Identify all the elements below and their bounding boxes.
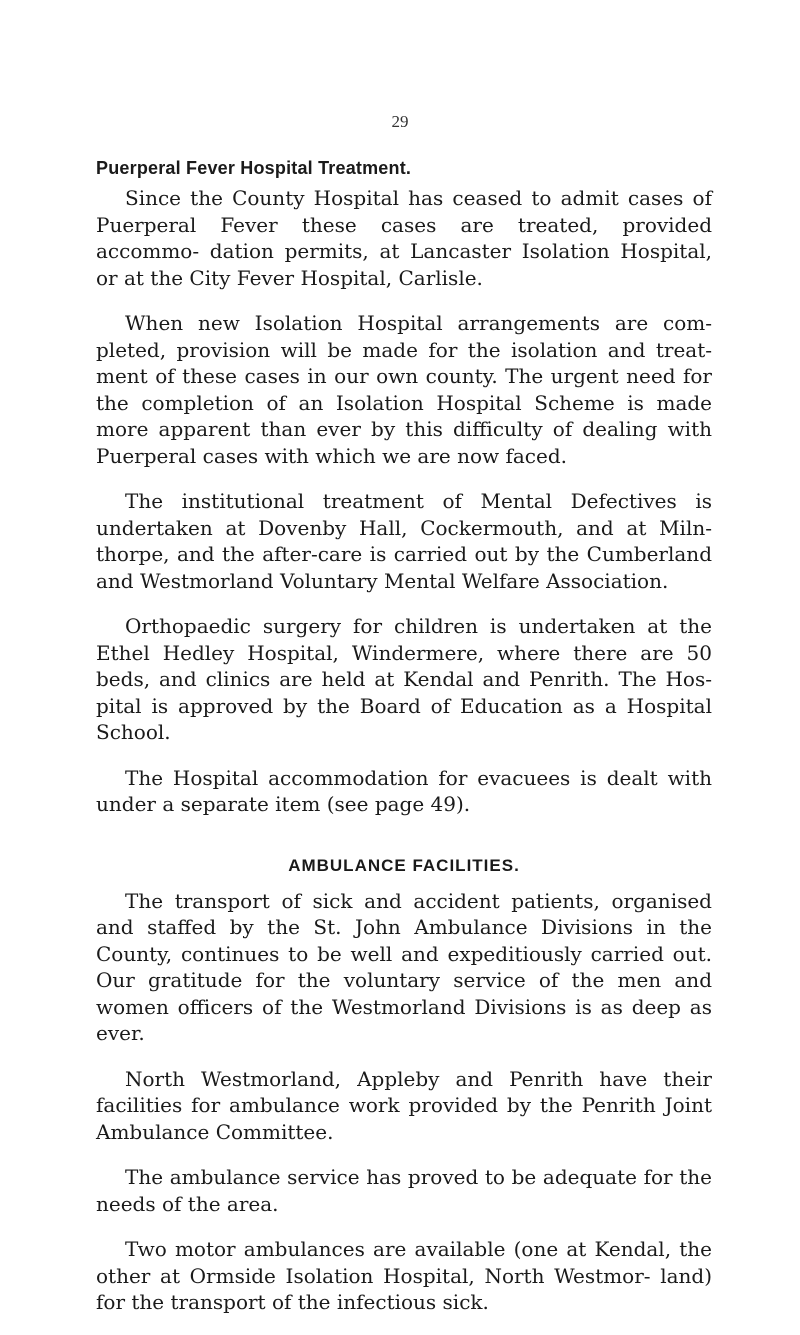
paragraph: Since the County Hospital has ceased to admit cases of Puerperal Fever these cases are treated, provided accommo- dation permits, at Lancaster Isolation Hospital, or at the City Fever Hospital, Carlisle. [96,186,712,290]
paragraph: The Hospital accommodation for evacuees is dealt with under a separate item (see page 49). [96,765,712,816]
paragraph: Two motor ambulances are available (one at Kendal, the other at Ormside Isolation Hospital, North Westmor- land) for the transport of the infectious sick. [96,1237,712,1314]
paragraph: The transport of sick and accident patients, organised and staffed by the St. John Ambulance Divisions in the County, continues to be well and expeditiously carried out. Our gratitude for the voluntary service of the men and women officers of the Westmorland Divisions is as deep as ever. [96,888,712,1045]
section-heading-ambulance-facilities: AMBULANCE FACILITIES. [288,855,520,875]
paragraph: The institutional treatment of Mental Defectives is undertaken at Dovenby Hall, Cockermouth, and at Miln- thorpe, and the after-care is carried out by the Cumberland and Westmorland Voluntary Mental Welfare Association. [96,489,712,593]
paragraph: The ambulance service has proved to be adequate for the needs of the area. [96,1165,712,1216]
paragraph: North Westmorland, Appleby and Penrith have their facilities for ambulance work provided by the Penrith Joint Ambulance Committee. [96,1066,712,1144]
page-number: 29 [391,112,409,131]
page-content [96,158,712,1335]
paragraph: Orthopaedic surgery for children is undertaken at the Ethel Hedley Hospital, Windermere, where there are 50 beds, and clinics are held at Kendal and Penrith. The Hos- pital is approved by the Board of Education as a Hospital School. [96,614,712,744]
paragraph: When new Isolation Hospital arrangements are com- pleted, provision will be made for the isolation and treat- ment of these cases in our own county. The urgent need for the completion of an Isolation Hospital Scheme is made more apparent than ever by this difficulty of dealing with Puerperal cases with which we are now faced. [96,311,712,468]
section-heading-puerperal-fever: Puerperal Fever Hospital Treatment. [96,158,412,178]
